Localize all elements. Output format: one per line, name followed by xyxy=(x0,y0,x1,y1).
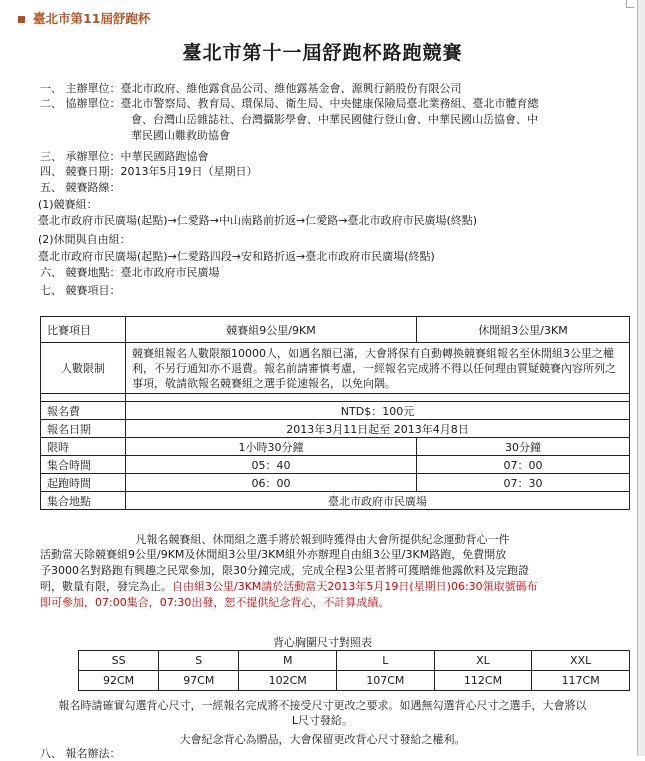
size-table-title: 背心胸圍尺寸對照表 xyxy=(273,636,372,649)
size-note-3: 大會紀念背心為贈品，大會保留更改背心尺寸發給之權利。 xyxy=(179,733,466,746)
table-gather-race: 05：40 xyxy=(126,456,417,474)
measure-cell: 117CM xyxy=(532,671,630,691)
free-group-highlight: 自由組3公里/3KM請於活動當天2013年5月19日(星期日)06:30領取號碼布 xyxy=(172,580,538,593)
size-cell: XXL xyxy=(532,651,630,671)
document-title: 臺北市第十一屆舒跑杯路跑競賽 xyxy=(182,42,463,64)
size-cell: S xyxy=(159,651,239,671)
size-cell: M xyxy=(239,651,337,671)
item-co-organizer-cont-1: 會、台灣山岳雜誌社、台灣攝影學會、中華民國健行登山會、中華民國山岳協會、中 xyxy=(131,113,538,126)
table-header-race: 競賽組9公里/9KM xyxy=(126,317,417,343)
table-date-label: 報名日期 xyxy=(41,420,126,438)
free-group-paragraph xyxy=(40,547,632,611)
table-place-label: 集合地點 xyxy=(41,492,126,510)
item-executor: 三、 承辦單位：中華民國路跑協會 xyxy=(40,150,209,163)
page-edge xyxy=(637,0,645,756)
measure-cell: 92CM xyxy=(79,671,159,691)
header-text: 臺北市第11屆舒跑杯 xyxy=(33,11,151,26)
table-fee: NTD$：100元 xyxy=(126,402,630,420)
item-events: 七、 競賽項目： xyxy=(40,284,121,297)
table-gather-leisure: 07：00 xyxy=(417,456,630,474)
item-venue: 六、 競賽地點：臺北市政府市民廣場 xyxy=(40,266,220,279)
table-gather-label: 集合時間 xyxy=(41,456,126,474)
size-cell: L xyxy=(337,651,435,671)
route-leisure: 臺北市政府市民廣場(起點)→仁愛路四段→安和路折返→臺北市政府市民廣場(終點) xyxy=(38,250,435,263)
size-table xyxy=(78,650,630,691)
route-race-heading: (1)競賽組： xyxy=(38,198,98,211)
table-header-event: 比賽項目 xyxy=(41,317,126,343)
measure-cell: 102CM xyxy=(239,671,337,691)
table-limit-label: 人數限制 xyxy=(41,343,126,394)
table-limit-text: 競賽組報名人數限額10000人，如遇名額已滿，大會將保有自動轉換競賽組報名至休閒組3公里之權利，不另行通知亦不退費。報名前請審慎考慮，一經報名完成將不得以任何理由質疑競賽內容所列之事項，敬請欲報名競賽組之選手從速報名，以免向隅。 xyxy=(126,343,630,394)
size-note-2: L尺寸發給。 xyxy=(291,714,354,727)
table-fee-label: 報名費 xyxy=(41,402,126,420)
table-start-leisure: 07：30 xyxy=(417,474,630,492)
item-date: 四、 競賽日期：2013年5月19日（星期日） xyxy=(40,165,258,178)
table-place: 臺北市政府市民廣場 xyxy=(126,492,630,510)
size-cell: XL xyxy=(434,651,532,671)
measure-cell: 107CM xyxy=(337,671,435,691)
page-corner-mark xyxy=(626,0,634,8)
table-header-leisure: 休閒組3公里/3KM xyxy=(417,317,630,343)
route-leisure-heading: (2)休閒與自由組： xyxy=(38,233,131,246)
para-line-3: 明，數量有限，發完為止。自由組3公里/3KM請於活動當天2013年5月19日(星期日)06:30領取號碼布 xyxy=(40,580,538,593)
header-bullet-icon xyxy=(18,16,25,23)
item-co-organizer-cont-2: 華民國山難救助協會 xyxy=(131,129,230,142)
item-route: 五、 競賽路線： xyxy=(40,181,121,194)
route-race: 臺北市政府市民廣場(起點)→仁愛路→中山南路前折返→仁愛路→臺北市政府市民廣場(終點) xyxy=(38,214,478,227)
size-row xyxy=(79,651,630,671)
item-registration: 八、 報名辦法： xyxy=(40,747,121,760)
table-time-race: 1小時30分鐘 xyxy=(126,438,417,456)
item-co-organizer: 二、 協辦單位：臺北市警察局、教育局、環保局、衛生局、中央健康保險局臺北業務組、臺北市體育總 xyxy=(40,97,539,110)
page-header xyxy=(18,9,150,27)
table-time-leisure: 30分鐘 xyxy=(417,438,630,456)
table-start-label: 起跑時間 xyxy=(41,474,126,492)
size-note-1: 報名時請確實勾選背心尺寸，一經報名完成將不接受尺寸更改之要求。如遇無勾選背心尺寸之選手，大會將以 xyxy=(58,699,587,712)
measure-cell: 97CM xyxy=(159,671,239,691)
measure-row xyxy=(79,671,630,691)
table-start-race: 06：00 xyxy=(126,474,417,492)
notice-vest: 凡報名競賽組、休閒組之選手將於報到時獲得由大會所提供紀念運動背心一件 xyxy=(135,533,510,546)
para-line-1: 活動當天除競賽組9公里/9KM及休閒組3公里/3KM組外亦辦理自由組3公里/3KM路跑，免費開放 xyxy=(40,548,507,561)
event-table xyxy=(40,316,630,510)
table-date: 2013年3月11日起至 2013年4月8日 xyxy=(126,420,630,438)
item-organizer: 一、 主辦單位：臺北市政府、維他露食品公司、維他露基金會、源興行銷股份有限公司 xyxy=(40,82,462,95)
measure-cell: 112CM xyxy=(434,671,532,691)
para-line-4: 即可參加，07:00集合，07:30出發，恕不提供紀念背心，不計算成績。 xyxy=(40,596,390,609)
para-line-2: 予3000名對路跑有興趣之民眾參加，限30分鐘完成，完成全程3公里者將可獲贈維他露飲料及完跑證 xyxy=(40,564,529,577)
size-cell: SS xyxy=(79,651,159,671)
table-time-label: 限時 xyxy=(41,438,126,456)
